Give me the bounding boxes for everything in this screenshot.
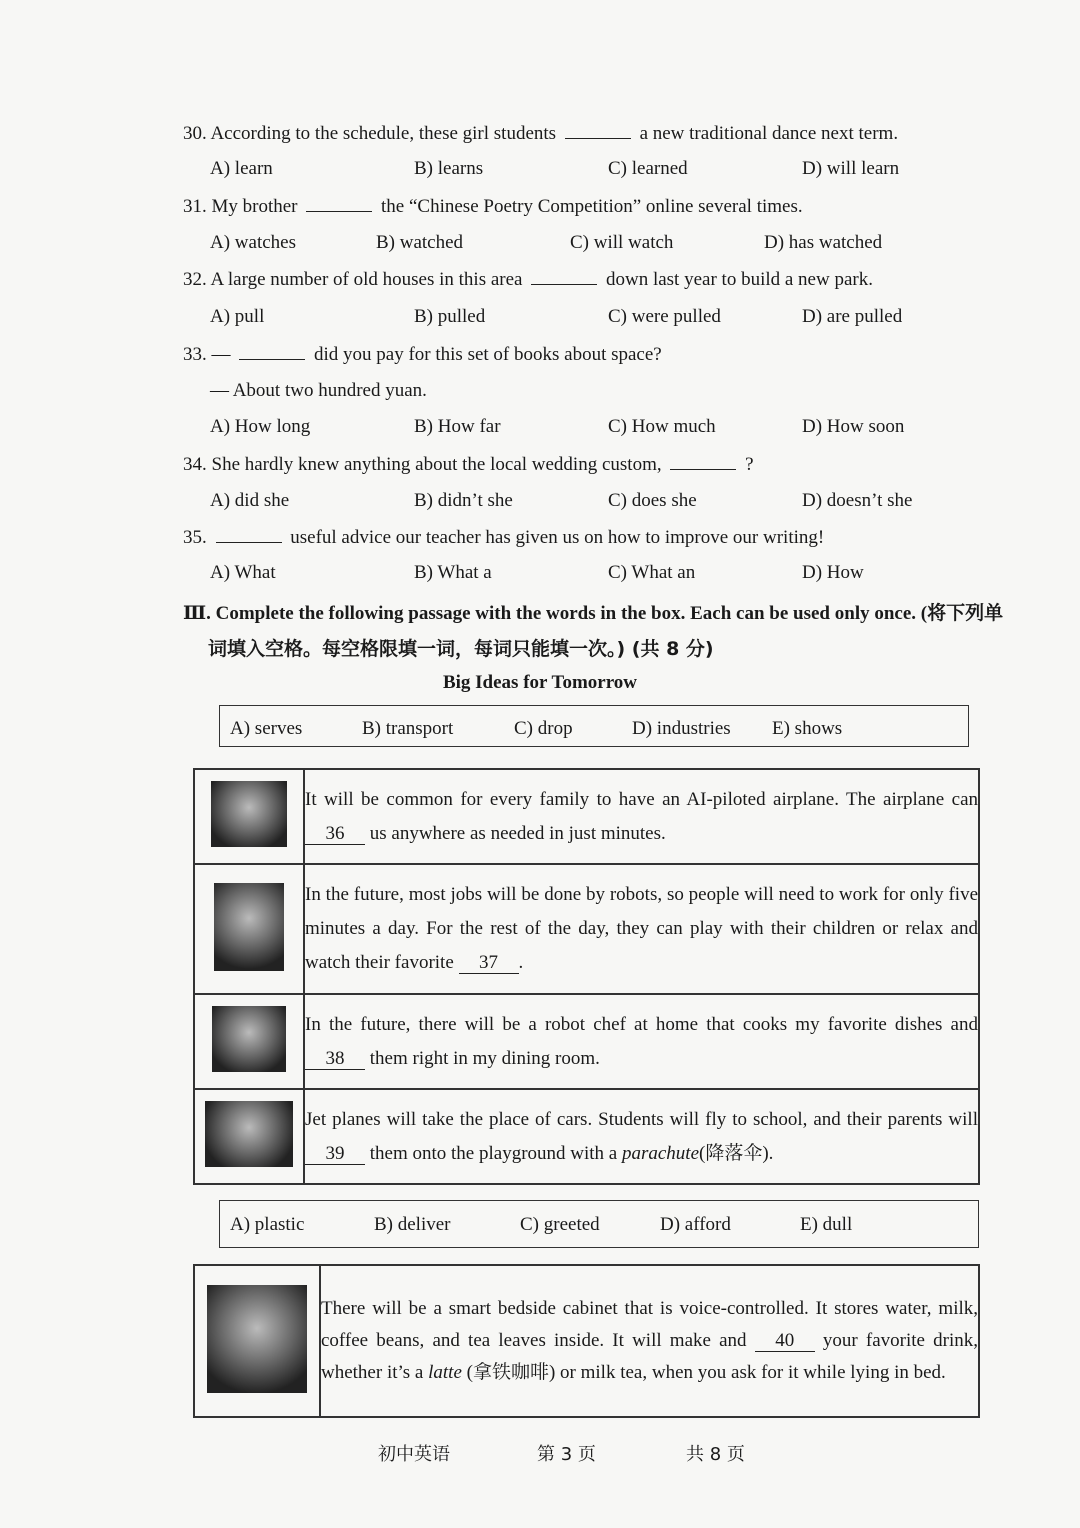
option-c: C) What an (608, 562, 696, 583)
question-text: did you pay for this set of books about space? (314, 344, 662, 365)
word-option: B) transport (362, 718, 454, 739)
question-33-reply: — About two hundred yuan. (210, 380, 427, 401)
question-number: 30. (183, 123, 207, 144)
answer-blank (306, 195, 372, 212)
option-d: D) has watched (764, 232, 883, 253)
blank-36: 36 (305, 824, 365, 845)
option-a: A) did she (210, 490, 290, 511)
blank-37: 37 (459, 953, 519, 974)
option-c: C) will watch (570, 232, 674, 253)
ideas-table-2 (193, 1264, 980, 1418)
option-b: B) didn’t she (414, 490, 513, 511)
question-34 (183, 453, 754, 476)
question-33-options (210, 416, 930, 442)
question-text: useful advice our teacher has given us on how to improve our writing! (290, 527, 825, 548)
option-b: B) pulled (414, 306, 486, 327)
option-d: D) doesn’t she (802, 490, 913, 511)
option-b: B) How far (414, 416, 501, 437)
footer-subject: 初中英语 (378, 1444, 450, 1465)
option-b: B) watched (376, 232, 464, 253)
option-b: B) What a (414, 562, 492, 583)
option-d: D) are pulled (802, 306, 903, 327)
question-text: a new traditional dance next term. (639, 123, 899, 144)
blank-40: 40 (755, 1331, 815, 1352)
option-a: A) How long (210, 416, 311, 437)
question-number: 31. (183, 196, 207, 217)
passage-title: Big Ideas for Tomorrow (442, 672, 638, 693)
idea-text: In the future, most jobs will be done by robots, so people will need to work for only five minutes a day. For the rest of the day, they can play with their children or relax and watch their favorite 37 . (304, 864, 979, 994)
answer-blank (565, 122, 631, 139)
option-a: A) What (210, 562, 276, 583)
idea-row (194, 769, 979, 864)
question-30-options (210, 158, 930, 184)
question-35-options (210, 562, 930, 588)
word-option: E) dull (800, 1214, 853, 1235)
question-30 (183, 122, 898, 145)
word-option: E) shows (772, 718, 843, 739)
question-text: She hardly knew anything about the local wedding custom, (211, 454, 662, 475)
option-c: C) were pulled (608, 306, 721, 327)
question-32 (183, 268, 873, 291)
question-number: 35. (183, 527, 207, 548)
photo-cell (194, 769, 304, 864)
question-number: 32. (183, 269, 207, 290)
question-number: 33. (183, 344, 207, 365)
option-a: A) watches (210, 232, 296, 253)
question-34-options (210, 490, 930, 516)
photo-cell (194, 864, 304, 994)
word-option: B) deliver (374, 1214, 451, 1235)
question-text: ? (745, 454, 754, 475)
student-photo (205, 1101, 293, 1167)
idea-text: It will be common for every family to have an AI-piloted airplane. The airplane can 36 us anywhere as needed in just minutes. (304, 769, 979, 864)
idea-text: In the future, there will be a robot chef at home that cooks my favorite dishes and 38 them right in my dining room. (304, 994, 979, 1089)
option-a: A) pull (210, 306, 265, 327)
blank-39: 39 (305, 1144, 365, 1165)
question-text: the “Chinese Poetry Competition” online several times. (381, 196, 803, 217)
idea-text: Jet planes will take the place of cars. Students will fly to school, and their parents will 39 them onto the playground with a parachute(降落伞). (304, 1089, 979, 1184)
photo-cell (194, 1265, 320, 1417)
option-d: D) How (802, 562, 864, 583)
answer-blank (670, 453, 736, 470)
option-b: B) learns (414, 158, 484, 179)
idea-row (194, 994, 979, 1089)
section-title: Ⅲ. Complete the following passage with the words in the box. Each can be used only once. (将下列单 (183, 603, 1004, 624)
idea-text: There will be a smart bedside cabinet that is voice-controlled. It stores water, milk, coffee beans, and tea leaves inside. It will make and 40 your favorite drink, whether it’s a latte (拿铁咖啡) or milk tea, when you ask for it while lying in bed. (320, 1265, 979, 1417)
word-box-1 (219, 705, 969, 747)
student-photo (214, 883, 284, 971)
student-photo (211, 781, 287, 847)
idea-row (194, 1265, 979, 1417)
question-text: My brother (211, 196, 298, 217)
option-d: D) How soon (802, 416, 905, 437)
option-c: C) does she (608, 490, 697, 511)
photo-cell (194, 1089, 304, 1184)
word-option: D) industries (632, 718, 731, 739)
idea-row (194, 1089, 979, 1184)
idea-row (194, 864, 979, 994)
word-option: C) greeted (520, 1214, 600, 1235)
question-33 (183, 343, 662, 366)
word-option: A) serves (230, 718, 303, 739)
answer-blank (531, 268, 597, 285)
word-option: C) drop (514, 718, 573, 739)
option-a: A) learn (210, 158, 273, 179)
blank-38: 38 (305, 1049, 365, 1070)
section-instructions: 词填入空格。每空格限填一词，每词只能填一次。) (共 8 分) (208, 638, 714, 660)
question-text: — (211, 344, 231, 365)
footer-total: 共 8 页 (686, 1444, 745, 1465)
question-31 (183, 195, 803, 218)
question-text: According to the schedule, these girl students (210, 123, 557, 144)
word-option: D) afford (660, 1214, 731, 1235)
ideas-table (193, 768, 980, 1185)
word-box-2 (219, 1200, 979, 1248)
question-31-options (210, 232, 930, 258)
option-c: C) learned (608, 158, 688, 179)
word-option: A) plastic (230, 1214, 305, 1235)
answer-blank (216, 526, 282, 543)
student-photo (212, 1006, 286, 1072)
option-c: C) How much (608, 416, 716, 437)
question-32-options (210, 306, 930, 332)
photo-cell (194, 994, 304, 1089)
question-text: A large number of old houses in this area (210, 269, 523, 290)
question-text: down last year to build a new park. (605, 269, 873, 290)
option-d: D) will learn (802, 158, 900, 179)
answer-blank (239, 343, 305, 360)
footer-page: 第 3 页 (537, 1444, 596, 1465)
question-number: 34. (183, 454, 207, 475)
student-photo (207, 1285, 307, 1393)
question-35 (183, 526, 824, 549)
